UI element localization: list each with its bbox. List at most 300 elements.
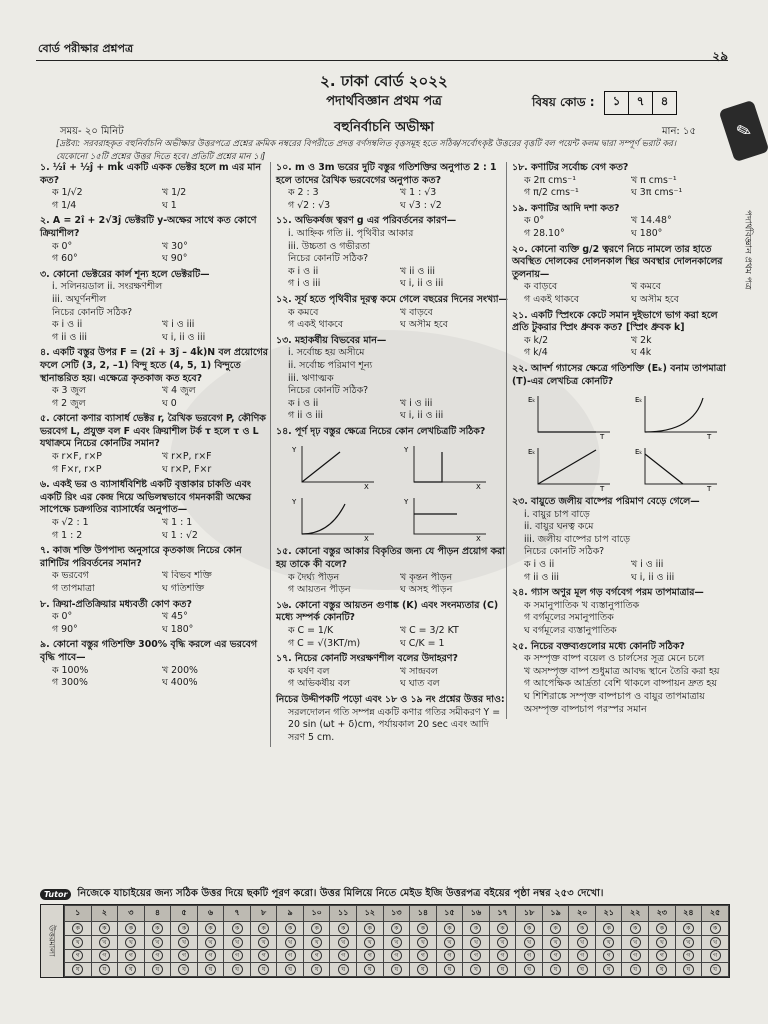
answer-cell [410, 935, 437, 949]
answer-cell [569, 949, 596, 963]
question [276, 546, 508, 596]
answer-bubble[interactable]: ক [656, 923, 667, 934]
answer-options [40, 385, 268, 410]
answer-bubble[interactable]: গ [364, 950, 375, 961]
subject-title: পদার্থবিজ্ঞান প্রথম পত্র [326, 94, 442, 109]
answer-bubble[interactable]: খ [152, 937, 163, 948]
answer-option: ঘ 180° [162, 623, 194, 635]
answer-cell [197, 922, 224, 936]
answer-bubble[interactable]: খ [444, 937, 455, 948]
answer-bubble[interactable]: খ [497, 937, 508, 948]
answer-option: ক i ও ii [288, 265, 319, 277]
answer-bubble[interactable]: খ [524, 937, 535, 948]
answer-cell [65, 935, 92, 949]
answer-bubble[interactable]: খ [285, 937, 296, 948]
answer-bubble[interactable]: ঘ [497, 964, 508, 975]
question-number: ১৫ [436, 906, 463, 922]
answer-option: খ 1 : √3 [400, 187, 437, 199]
answer-bubble[interactable]: ক [152, 923, 163, 934]
answer-cell [250, 963, 277, 977]
answer-option: ঘ i, ii ও iii [162, 331, 206, 343]
answer-cell [303, 949, 330, 963]
answer-option: গ একই থাকবে [288, 319, 344, 331]
question-number: ২৫ [702, 906, 729, 922]
answer-bubble[interactable]: খ [364, 937, 375, 948]
answer-bubble[interactable]: খ [603, 937, 614, 948]
answer-cell [675, 949, 702, 963]
answer-cell [542, 935, 569, 949]
question-number: ৯ [277, 906, 304, 922]
answer-cell [250, 922, 277, 936]
answer-option: খ π cms⁻¹ [631, 174, 677, 186]
answer-option: ক দৈর্ঘ্য পীড়ন [288, 571, 340, 583]
question-statement: সরলদোলন গতি সম্পন্ন একটি কণার গতির সমীকরণ Y = 20 sin (ωt + δ)cm, পর্যায়কাল 20 sec এবং আদি সরণ 5 cm. [288, 706, 501, 743]
answer-cell [197, 949, 224, 963]
answer-bubble[interactable]: ঘ [311, 964, 322, 975]
answer-option: খ ii ও iii [400, 265, 436, 277]
answer-bubble[interactable]: ক [444, 923, 455, 934]
answer-cell [516, 935, 543, 949]
answer-bubble[interactable]: ঘ [656, 964, 667, 975]
answer-bubble[interactable]: খ [417, 937, 428, 948]
answer-bubble[interactable]: ক [99, 923, 110, 934]
answer-bubble[interactable]: গ [444, 950, 455, 961]
answer-cell [649, 963, 676, 977]
answer-options [512, 281, 734, 306]
answer-cell [436, 949, 463, 963]
answer-bubble[interactable]: ঘ [72, 964, 83, 975]
answer-bubble[interactable]: ঘ [444, 964, 455, 975]
answer-bubble[interactable]: গ [683, 950, 694, 961]
answer-bubble[interactable]: খ [710, 937, 721, 948]
question-text: ২৫. নিচের বক্তব্যগুলোর মধ্যে কোনটি সঠিক? [512, 640, 685, 652]
question-text: নিচের উদ্দীপকটি পড়ো এবং ১৮ ও ১৯ নং প্রশ্নের উত্তর দাও: [276, 694, 505, 705]
answer-option: ক 2 : 3 [288, 187, 319, 199]
answer-option: খ কৃন্তন পীড়ন [400, 571, 453, 583]
question-text: ১৩. মহাকর্ষীয় বিভবের মান— [276, 334, 387, 346]
answer-options [40, 187, 268, 212]
question-text: ২. A = 2î + 2√3ĵ ভেক্টরটি y-অক্ষের সাথে কত কোণে ক্রিয়াশীল? [40, 215, 257, 239]
answer-bubble[interactable]: গ [391, 950, 402, 961]
answer-bubble[interactable]: ক [524, 923, 535, 934]
question-text: ১৫. কোনো বস্তুর আকার বিকৃতির জন্য যে পীড়ন প্রয়োগ করা হয় তাকে কী বলে? [276, 546, 505, 571]
answer-bubble[interactable]: ক [125, 923, 136, 934]
answer-bubble[interactable]: ঘ [232, 964, 243, 975]
question-statement: নিচের কোনটি সঠিক? [524, 546, 605, 558]
question-text: ২৪. গ্যাস অণুর মূল গড় বর্গবেগ পরম তাপমাত্রার— [512, 587, 704, 599]
page-number: ২৯ [712, 49, 728, 63]
answer-bubble[interactable]: খ [258, 937, 269, 948]
answer-bubble[interactable]: খ [656, 937, 667, 948]
answer-option: খ C = 3/2 KT [400, 625, 459, 637]
question-statement: ii. সর্বোচ্চ পরিমাণ শূন্য [288, 359, 373, 371]
answer-option: ক 2π cms⁻¹ [524, 174, 577, 186]
answer-bubble[interactable]: গ [470, 950, 481, 961]
answer-cell [702, 922, 729, 936]
time-label: সময়- ২০ মিনিট [60, 126, 124, 137]
answer-bubble[interactable]: গ [178, 950, 189, 961]
answer-cell [702, 949, 729, 963]
answer-bubble[interactable]: ক [232, 923, 243, 934]
answer-bubble[interactable]: গ [125, 950, 136, 961]
answer-cell [622, 922, 649, 936]
graph-axes [645, 448, 717, 484]
answer-option: গ 1 : 2 [52, 529, 83, 541]
answer-bubble[interactable]: গ [72, 950, 83, 961]
answer-bubble[interactable]: গ [258, 950, 269, 961]
question-number: ১৪ [410, 906, 437, 922]
answer-bubble[interactable]: গ [338, 950, 349, 961]
answer-bubble[interactable]: খ [550, 937, 561, 948]
answer-cell [357, 963, 384, 977]
answer-bubble[interactable]: খ [232, 937, 243, 948]
question-number: ৬ [197, 906, 224, 922]
question [276, 215, 508, 291]
answer-cell [542, 922, 569, 936]
answer-option: ক কমবে [288, 306, 319, 318]
answer-bubble[interactable]: গ [99, 950, 110, 961]
option-graph [402, 442, 494, 490]
answer-bubble[interactable]: খ [72, 937, 83, 948]
answer-bubble[interactable]: খ [338, 937, 349, 948]
answer-option: ঘ i, ii ও iii [631, 571, 675, 583]
answer-bubble[interactable]: ক [577, 923, 588, 934]
answer-option: ঘ i, ii ও iii [400, 278, 444, 290]
answer-cell [65, 949, 92, 963]
instructions: [দ্রষ্টব্য: সরবরাহকৃত বহুনির্বাচনি অভীক্ষার উত্তরপত্রে প্রশ্নের ক্রমিক নম্বরের বিপরীতে প্রদত্ত বর্ণসম্বলিত বৃত্তসমূহ হতে সঠিক/সর্বোৎকৃষ্ট উত্তরের বৃত্তটি বল পয়েন্ট কলম দ্বারা সম্পূর্ণ ভরাট কর। যেকোনো ১৫টি প্রশ্নের উত্তর দিতে হবে। প্রতিটি প্রশ্নের মান ১।] [56, 139, 677, 162]
question-statement: নিচের কোনটি সঠিক? [52, 306, 133, 318]
side-tab-label: পদার্থবিজ্ঞান প্রথম পত্র [742, 210, 753, 290]
graph-axes [538, 448, 610, 484]
answer-bubble[interactable]: গ [550, 950, 561, 961]
answer-bubble[interactable]: ক [470, 923, 481, 934]
answer-cell [595, 935, 622, 949]
answer-options [40, 451, 268, 476]
graph-axes [538, 396, 610, 432]
answer-cell [463, 949, 490, 963]
answer-option: ক ঘর্ষণ বল [288, 665, 330, 677]
question-text: ৩. কোনো ভেক্টরের কার্ল শূন্য হলে ভেক্টরটি— [40, 268, 210, 280]
marks-label: মান: ১৫ [662, 126, 696, 137]
answer-bubble[interactable]: ঘ [417, 964, 428, 975]
question [512, 310, 734, 360]
question-text: ১০. m ও 3m ভরের দুটি বস্তুর গতিশক্তির অনুপাত 2 : 1 হলে তাদের রৈখিক ভরবেগের অনুপাত কত? [276, 162, 497, 186]
graph-axis-label: Eₖ [528, 396, 536, 405]
question-number: ৪ [144, 906, 171, 922]
answer-cell [569, 963, 596, 977]
answer-bubble[interactable]: গ [710, 950, 721, 961]
answer-cell [171, 949, 198, 963]
answer-cell [118, 935, 145, 949]
question-number: ১০ [303, 906, 330, 922]
answer-bubble[interactable]: ঘ [524, 964, 535, 975]
answer-option: গ i ও iii [288, 278, 321, 290]
answer-option: গ 28.10° [524, 227, 565, 239]
answer-cell [463, 963, 490, 977]
answer-option: ঘ r×P, F×r [162, 463, 212, 475]
answer-cell [649, 949, 676, 963]
answer-bubble[interactable]: খ [683, 937, 694, 948]
footer-note-text: নিজেকে যাচাইয়ের জন্য সঠিক উত্তর দিয়ে ছকটি পূরণ করো। উত্তর মিলিয়ে নিতে মেইড ইজি উত্তরপত্র বইয়ের পৃষ্ঠা নম্বর ২৫৩ দেখো। [77, 888, 604, 899]
answer-bubble[interactable]: গ [577, 950, 588, 961]
answer-option: ঘ অসীম হবে [400, 319, 448, 331]
answer-option: গ একই থাকবে [524, 293, 580, 305]
graph-axis-label: Eₖ [635, 396, 643, 405]
question [40, 479, 268, 542]
answer-cell [595, 963, 622, 977]
answer-bubble[interactable]: ক [338, 923, 349, 934]
answer-option: ক i ও ii [52, 319, 83, 331]
answer-bubble[interactable]: গ [311, 950, 322, 961]
answer-option: খ 1 : 1 [162, 517, 193, 529]
question-number: ১৬ [463, 906, 490, 922]
answer-cell [330, 949, 357, 963]
answer-option: ক C = 1/K [288, 625, 334, 637]
graph-axes [414, 446, 486, 482]
answer-cell [250, 935, 277, 949]
question-statement: i. সলিনয়ডাল ii. সংরক্ষণশীল [52, 281, 163, 293]
answer-bubble[interactable]: খ [470, 937, 481, 948]
answer-cell [277, 949, 304, 963]
answer-cell [91, 935, 118, 949]
answer-cell [277, 963, 304, 977]
question-statement: iii. ঋণাত্মক [288, 372, 334, 384]
answer-bubble[interactable]: ঘ [99, 964, 110, 975]
answer-options [40, 319, 268, 344]
question-number: ১৭ [489, 906, 516, 922]
answer-cell [542, 963, 569, 977]
answer-option: ঘ 1 : √2 [162, 529, 198, 541]
question-statement: ঘ শিশিরাঙ্কে সম্পৃক্ত বাষ্পচাপ ও বায়ুর তাপমাত্রায় অসম্পৃক্ত বাষ্পচাপ পরস্পর সমান [524, 691, 705, 715]
answer-options [276, 398, 508, 423]
answer-option: ঘ √3 : √2 [400, 199, 442, 211]
graph-axis-label: Eₖ [635, 448, 643, 457]
question-number: ২৪ [675, 906, 702, 922]
answer-bubble[interactable]: ক [417, 923, 428, 934]
answer-bubble[interactable]: ঘ [205, 964, 216, 975]
answer-bubble[interactable]: ঘ [178, 964, 189, 975]
answer-bubble[interactable]: গ [497, 950, 508, 961]
answer-bubble[interactable]: ঘ [125, 964, 136, 975]
question-statement: iii. জলীয় বাষ্পের চাপ বাড়ে [524, 533, 630, 545]
answer-option: খ 1/2 [162, 187, 187, 199]
answer-bubble[interactable]: ক [285, 923, 296, 934]
answer-bubble[interactable]: ঘ [630, 964, 641, 975]
option-graph [290, 442, 382, 490]
answer-options [40, 611, 268, 636]
header-divider [36, 60, 728, 61]
answer-cell [675, 963, 702, 977]
answer-bubble[interactable]: গ [152, 950, 163, 961]
answer-bubble[interactable]: ক [205, 923, 216, 934]
question-text: ১১. অভিকর্ষজ ত্বরণ g এর পরিবর্তনের কারণ— [276, 215, 457, 227]
graph-axis-label: T [600, 485, 605, 493]
question-text: ২১. একটি স্প্রিংকে কেটে সমান দুইভাগে ভাগ করা হলে প্রতি টুকরার স্প্রিং ধ্রুবক কত? [স্প্রিং ধ্রুবক k] [512, 309, 718, 334]
option-graph [290, 494, 382, 542]
answer-cell [489, 935, 516, 949]
question-text: ২২. আদর্শ গ্যাসের ক্ষেত্রে গতিশক্তি (Eₖ) বনাম তাপমাত্রা (T)-এর লেখচিত্র কোনটি? [512, 362, 726, 387]
answer-cell [436, 935, 463, 949]
answer-option: ঘ 180° [631, 227, 663, 239]
graph-axis-label: Y [292, 446, 297, 455]
answer-bubble[interactable]: ঘ [285, 964, 296, 975]
answer-cell [702, 935, 729, 949]
answer-bubble[interactable]: ক [683, 923, 694, 934]
option-graph [633, 444, 725, 492]
answer-options [512, 175, 734, 200]
answer-bubble[interactable]: ক [364, 923, 375, 934]
answer-bubble[interactable]: ঘ [338, 964, 349, 975]
answer-bubble[interactable]: ক [72, 923, 83, 934]
question-text: ৪. একটি বস্তুর উপর F = (2î + 3ĵ – 4k̂)N বল প্রয়োগের ফলে সেটি (3, 2, –1) বিন্দু হতে (4, 5, 1) বিন্দুতে স্থানান্তরিত হয়। এক্ষেত্রে কৃতকাজ কত হবে? [40, 347, 268, 384]
answer-bubble[interactable]: ক [311, 923, 322, 934]
answer-cell [702, 963, 729, 977]
answer-cell [516, 922, 543, 936]
answer-bubble[interactable]: ঘ [603, 964, 614, 975]
answer-option: খ 45° [162, 611, 188, 623]
answer-table [64, 905, 729, 977]
answer-cell [675, 935, 702, 949]
graph-curve [302, 452, 340, 482]
graph-axis-label: X [476, 535, 481, 543]
answer-bubble[interactable]: ঘ [683, 964, 694, 975]
question-statement: i. আহ্নিক গতি ii. পৃথিবীর আকার [288, 227, 414, 239]
question [276, 335, 508, 423]
answer-cell [622, 949, 649, 963]
answer-cell [595, 949, 622, 963]
option-graph [633, 392, 725, 440]
answer-option: খ 200% [162, 664, 198, 676]
answer-bubble[interactable]: ক [497, 923, 508, 934]
answer-cell [463, 935, 490, 949]
answer-options [276, 266, 508, 291]
graph-axis-label: Y [292, 498, 297, 507]
answer-bubble[interactable]: গ [205, 950, 216, 961]
answer-bubble[interactable]: ঘ [577, 964, 588, 975]
answer-grid-row [65, 949, 729, 963]
answer-cell [649, 922, 676, 936]
answer-bubble[interactable]: ক [391, 923, 402, 934]
answer-cell [65, 963, 92, 977]
answer-bubble[interactable]: খ [99, 937, 110, 948]
answer-cell [383, 922, 410, 936]
answer-bubble[interactable]: ক [630, 923, 641, 934]
answer-bubble[interactable]: গ [232, 950, 243, 961]
answer-bubble[interactable]: গ [524, 950, 535, 961]
answer-bubble[interactable]: খ [577, 937, 588, 948]
question-number: ৩ [118, 906, 145, 922]
answer-option: গ π/2 cms⁻¹ [524, 187, 579, 199]
answer-cell [330, 922, 357, 936]
question [40, 639, 268, 689]
answer-bubble[interactable]: ঘ [258, 964, 269, 975]
answer-cell [118, 949, 145, 963]
book-logo-icon: ✎ [719, 100, 768, 162]
answer-bubble[interactable]: ঘ [710, 964, 721, 975]
answer-cell [118, 963, 145, 977]
answer-cell [250, 949, 277, 963]
answer-cell [410, 949, 437, 963]
answer-option: খ বিভব শক্তি [162, 570, 212, 582]
answer-options [276, 307, 508, 332]
answer-cell [489, 963, 516, 977]
answer-cell [65, 922, 92, 936]
answer-cell [303, 963, 330, 977]
answer-cell [224, 963, 251, 977]
answer-option: খ i ও iii [400, 397, 433, 409]
answer-cell [569, 922, 596, 936]
answer-bubble[interactable]: খ [311, 937, 322, 948]
answer-grid-header [65, 906, 729, 922]
question [512, 162, 734, 200]
answer-option: ঘ গতিশক্তি [162, 583, 204, 594]
answer-options [512, 335, 734, 360]
answer-cell [357, 949, 384, 963]
answer-option: ঘ ঘাত বল [400, 678, 440, 690]
answer-option: ক 0° [52, 240, 73, 252]
question [276, 294, 508, 332]
answer-option: ক i ও ii [524, 559, 555, 571]
answer-option: খ 14.48° [631, 215, 672, 227]
answer-option: গ ii ও iii [524, 571, 560, 583]
answer-bubble[interactable]: গ [630, 950, 641, 961]
answer-bubble[interactable]: গ [417, 950, 428, 961]
question [40, 545, 268, 595]
answer-option: গ √2 : √3 [288, 199, 331, 211]
answer-bubble[interactable]: গ [285, 950, 296, 961]
answer-bubble[interactable]: ক [550, 923, 561, 934]
answer-option: ঘ 4k [631, 347, 652, 359]
answer-grid-label: উত্তরমালা [41, 905, 64, 977]
answer-cell [383, 935, 410, 949]
answer-option: ক 0° [524, 215, 545, 227]
answer-bubble[interactable]: ক [710, 923, 721, 934]
question [40, 269, 268, 345]
answer-bubble[interactable]: ঘ [391, 964, 402, 975]
answer-bubble[interactable]: ক [603, 923, 614, 934]
answer-bubble[interactable]: ঘ [470, 964, 481, 975]
question-statement: ক সম্পৃক্ত বাষ্প বয়েল ও চার্লসের সূত্র মেনে চলে [524, 653, 705, 665]
answer-cell [622, 963, 649, 977]
answer-bubble[interactable]: ক [258, 923, 269, 934]
question-number: ২১ [595, 906, 622, 922]
answer-bubble[interactable]: খ [125, 937, 136, 948]
answer-cell [303, 935, 330, 949]
graph-axis-label: X [476, 483, 481, 491]
answer-bubble[interactable]: গ [603, 950, 614, 961]
answer-bubble[interactable]: খ [178, 937, 189, 948]
answer-bubble[interactable]: ঘ [152, 964, 163, 975]
answer-bubble[interactable]: ক [178, 923, 189, 934]
question-text: ২৩. বায়ুতে জলীয় বাষ্পের পরিমাণ বেড়ে গেলে— [512, 496, 700, 508]
answer-cell [489, 922, 516, 936]
answer-bubble[interactable]: খ [391, 937, 402, 948]
answer-options [40, 665, 268, 690]
section-title: বহুনির্বাচনি অভীক্ষা [333, 120, 434, 135]
question-number: ৭ [224, 906, 251, 922]
question [40, 347, 268, 410]
answer-bubble[interactable]: গ [656, 950, 667, 961]
answer-bubble[interactable]: খ [205, 937, 216, 948]
answer-bubble[interactable]: ঘ [364, 964, 375, 975]
answer-bubble[interactable]: খ [630, 937, 641, 948]
answer-cell [277, 935, 304, 949]
answer-option: ক r×F, r×P [52, 451, 102, 463]
question-text: ৭. কাজ শক্তি উপপাদ্য অনুসারে কৃতকাজ নিচের কোন রাশিটির পরিবর্তনের সমান? [40, 545, 242, 569]
question [512, 496, 734, 584]
question [512, 244, 734, 307]
answer-bubble[interactable]: ঘ [550, 964, 561, 975]
